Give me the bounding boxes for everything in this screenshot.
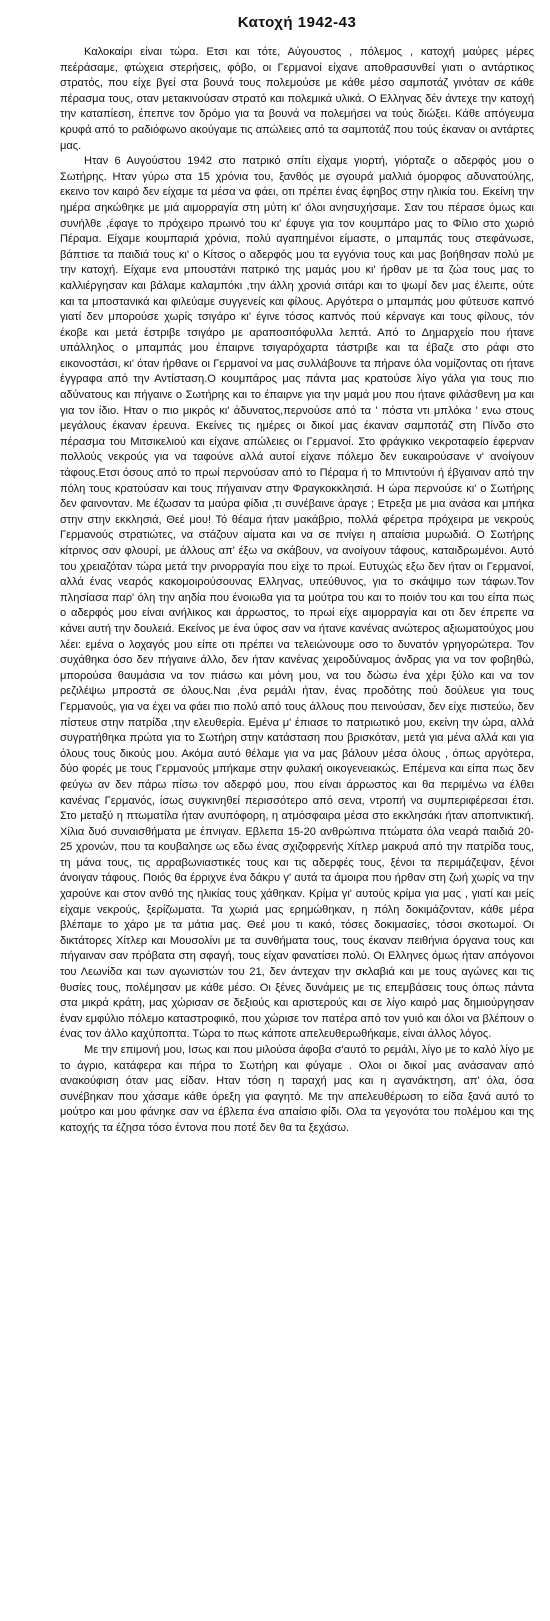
paragraph-3: Με την επιμονή μου, Ισως και που μιλούσα άφοβα σ'αυτό το ρεμάλι, λίγο με το καλό λίγο με το άγριο, κατάφερα και πήρα το Σωτήρη και φύγαμε . Ολοι οι δικοί μας ανάσαναν από ανακούφιση όταν μας είδαν. Ηταν τόση η ταραχή μας και η αγανάκτηση, απ' όλα, όσα συνέβηκαν που χάσαμε κάθε όρεξη για φαγητό. Με την απελευθέρωση το είδα ξανά αυτό το μούτρο και μου φάνηκε σαν να έβλεπα ένα απαίσιο φίδι. Ολα τα γεγονότα του πολέμου και της κατοχής τα έζησα τόσο έντονα που ποτέ δεν θα τα ξεχάσω. xyxy=(60,1044,534,1134)
document-title: Κατοχή 1942-43 xyxy=(237,14,357,31)
paragraph-1: Καλοκαίρι είναι τώρα. Ετσι και τότε, Αύγουστος , πόλεμος , κατοχή μαύρες μέρες πεέράσαμε, φτώχεια στερήσεις, φόβο, οι Γερμανοί είχανε αποθρασυνθεί γιατι ο αντάρτικος στρατός, που είχε βγεί στα βουνά τους πολεμούσε με κάθε μέσο σαμποτάζ γινόταν σε κάθε πέρασμα τους, οταν μετακινούσαν στρατό και πολεμικά υλικά. Ο Ελληνας δέν άντεχε την κατοχή την καταπίεση, έπεπνε τον δρόμο για τα βουνά να πολεμήσει να τούς διώξει. Κάθε απόγευμα κρυφά από το ραδιόφωνο ακούγαμε τις απώλειες από τα σαμποτάζ που τούς έκαναν οι αντάρτες μας. xyxy=(60,46,534,152)
paragraph-2: Ηταν 6 Αυγούστου 1942 στο πατρικό σπίτι είχαμε γιορτή, γιόρταζε ο αδερφός μου ο Σωτήρης. Ηταν γύρω στα 15 χρόνια του, ξανθός με σγουρά μαλλιά όμορφος αδυνατούλης, εκεινο τον καιρό δεν είχαμε τα μέσα να φάει, οτι πρέπει ένας έφηβος στην ηλικία του. Εκείνη την ημέρα σηκώθηκε με μιά αιμορραγία στη μύτη κι' όλοι ανησυχήσαμε. Σαν του πέρασε όμως και συνήλθε ,έφαγε το πρόχειρο πρωινό του κι' έφυγε για τον κουμπάρο μας το Φίλιο στο χωριό Πέραμα. Είχαμε κουμπαριά χρόνια, πολύ αγαπημένοι είμαστε, ο μπαμπάς τους στεφάνωσε, βάπτισε τα παιδιά τους κι' ο Κίτσος ο αδερφός μου τα εγγόνια τους και μας βοήθησαν πολύ με την κατοχή. Είχαμε ενα μπουστάνι πατρικό της μαμάς μου κι' ήρθαν με τα ζώα τους μας το καλλιέργησαν και βάλαμε καλαμπόκι ,την άλλη χρονιά σιτάρι και το ψωμί δεν μας έλειπε, ούτε και τα μποστανικά και φιλεύαμε συγγενείς και φίλους. Αργότερα ο μπαμπάς μου φύτευσε καπνό γιατί δεν μπορούσε χωρίς τσιγάρο κι' έγινε τόσος καπνός πού κέρναγε και τους φίλους, τόν έκοβε και μετά έστριβε τσιγάρο με αραποσιτόφυλλα λεπτά. Από το Δημαρχείο που ήτανε υπάλληλος ο μπαμπάς μου έπαιρνε τσιγαρόχαρτα τάστριβε και τα έβαζε στο ράφι στο εικονοστάσι, κι' όταν ήρθανε οι Γερμανοί να μας συλλάβουνε τα πήρανε όλα νομίζοντας οτι ήτανε έγγραφα από την Αντίσταση.Ο κουμπάρος μας πάντα μας κρατούσε λίγο γάλα για τους πιο αδύνατους και πήγαινε ο Σωτήρης και το έπαιρνε για την μαμά μου που ήτανε φιλάσθενη μα και για τον ίδιο. Ηταν ο πιο μικρός κι' άδυνατος,περνούσε από τα ' πόστα ντι μπλόκα ' ενω στους μεγάλους έκαναν έρευνα. Εκείνες τις ημέρες οι δικοί μας έκαναν σαμποτάζ στη Πίνδο στο πέρασμα του Μιτσικελιού και είχανε απώλειες οι Γερμανοί. Στο φράγκικο νεκροταφείο έφερναν πολλούς νεκρούς για να ταφούνε αλλά αυτοί είχανε πόλεμο δεν ευκαιρούσανε ν' ανοίγουν τάφους.Ετσι όσους από το πρωί περνούσαν από το Πέραμα ή το Μπιντούνι ή έβγαιναν από την πόλη τους κρατούσαν και τους πήγαιναν στην Φραγκοκκλησιά. Η ώρα περνούσε κι' ο Σωτήρης δεν φαινονταν. Με έζωσαν τα μαύρα φίδια ,τι συνέβαινε άραγε ; Ετρεξα με μια ανάσα και μπήκα στην στην εκκλησιά, Θεέ μου! Τό θέαμα ήταν μακάβριο, πολλά φέρετρα πρόχειρα με νεκρούς Γερμανούς στρατιώτες, να στάζουν αίματα και να σε πνίγει η απαίσια μυρωδιά. Ο Σωτήρης κίτρινος σαν φλουρί, με άλλους απ' έξω να σκάβουν, να ανοίγουν τάφους, καταιδρωμένοι. Αυτό του χρειαζόταν τώρα μετά την ρινορραγία που είχε το πρωί. Ευτυχώς εξω δεν ήταν οι Γερμανοί, αλλά ένας νεαρός κακομοιρούσουνας Ελληνας, υπεύθυνος, για το σκάψιμο των τάφων.Τον πλησίασα παρ' όλη την αηδία που ένοιωθα για τα μούτρα του και το ποιόν του και του είπα πως ο αδερφός μου είναι ανήλικος και άρρωστος, το πρωί είχε αιμορραγία και οτι δεν έπρεπε να κάνει αυτή την δουλειά. Εκείνος με ένα ύφος σαν να ήτανε κανένας ανώτερος αξιωματούχος μου λέει: εμένα ο λοχαγός μου είπε οτι πρέπει να τελειώνουμε οσο το δυνατόν γρηγορώτερα. Τον συχάθηκα όσο δεν πήγαινε άλλο, δεν ήταν κανένας χειροδύναμος άνδρας για να τον φοβηθώ, μπορούσα θαυμάσια να τον πιάσω και μόνη μου, να του δώσω ένα χέρι ξύλο και να τον ρεζιλέψω μπροστά σε όλους.Ναι ,ένα ρεμάλι ήταν, ένας προδότης πού δούλευε για τους Γερμανούς, για να έχει να φάει πιο πολύ από τους άλλους που πεινούσαν, δεν είχε πιστεύω, δεν πίστευε στην πατρίδα ,την ελευθερία. Εμένα μ' έπιασε το πατριωτικό μου, εκείνη την ώρα, αλλά συγρατήθηκα πρώτα για το Σωτήρη στην κατάσταση που βρισκόταν, μετά για μένα αλλά και για όλους τους δικούς μου. Ακόμα αυτό θέλαμε για να μας βάλουν μέσα όλους , όπως αργότερα, δύο φορές με τους Γερμανούς μπήκαμε στην φυλακή οικογενειακώς. Επέμενα και είπα πως δεν φεύγω αν δεν πάρω πίσω τον αδερφό μου, που είναι άρρωστος και θα περιμένω να έλθει κανένας Γερμανός, ίσως συγκινηθεί περισσότερο από σενα, ντροπή να συμπεριφέρεσαι έτσι. Στο μεταξύ η πτωματίλα ήταν ανυπόφορη, η ατμόσφαιρα μέσα στο εκκλησάκι ήταν αποπνικτική. Χίλια δυό συναισθήματα με έπνιγαν. Εβλεπα 15-20 ανθρώπινα πτώματα όλα νεαρά παιδιά 20-25 χρονών, που τα κουβαλησε ως εδω ένας σχιζοφρενής Χίτλερ μακρυά από την πατρίδα τους, τη μάνα τους, τις αρραβωνιαστικές τους και τις αδερφές τους, ξένοι τα περιμάζεψαν, ξένοι άνοιγαν τάφους. Ποιός θα έρριχνε ένα δάκρυ γ' αυτά τα άμοιρα που ήρθαν στη ζωή χωρίς να την χαρούνε και στον ανθό της ηλικίας τους χάθηκαν. Κρίμα γι' αυτούς κρίμα για μας , γιατί και μείς είχαμε νεκρούς, ξερίζωματα. Τα χωριά μας ερημώθηκαν, η πόλη δοκιμάζονταν, κάθε μέρα βλέπαμε το χάρο με τα μάτια μας. Θεέ μου τι κακό, τόσες δοκιμασίες, τόσοι σκοτωμοί. Οι δικτάτορες Χίτλερ και Μουσολίνι με τα συνθήματα τους, τους έκαναν πειθήνια όργανα τους και πήγαιναν σαν πρόβατα στη σφαγή, τους είχαν φανατίσει πολύ. Οι Ελληνες όμως ήταν απόγονοι του Λεωνίδα και των αγωνιστών του 21, δεν άντεχαν την σκλαβιά και με τους αγώνες και τις θυσίες τους, πολέμησαν με κάθε μέσο. Οι ξένες δυνάμεις με τις επεμβάσεις τους όπως πάντα στα μικρά κράτη, μας χώρισαν σε δεξιούς και αριστερούς και σε λίγο καιρό μας δημιούργησαν έναν εμφύλιο πόλεμο καταστροφικό, που χώρισε τον πατέρα από τον γυιό και όλοι να βλέπουν ο ένας τον άλλο καχύποπτα. Τώρα το πως κάποτε απελευθερωθήκαμε, είναι άλλος λόγος. xyxy=(60,155,534,1041)
